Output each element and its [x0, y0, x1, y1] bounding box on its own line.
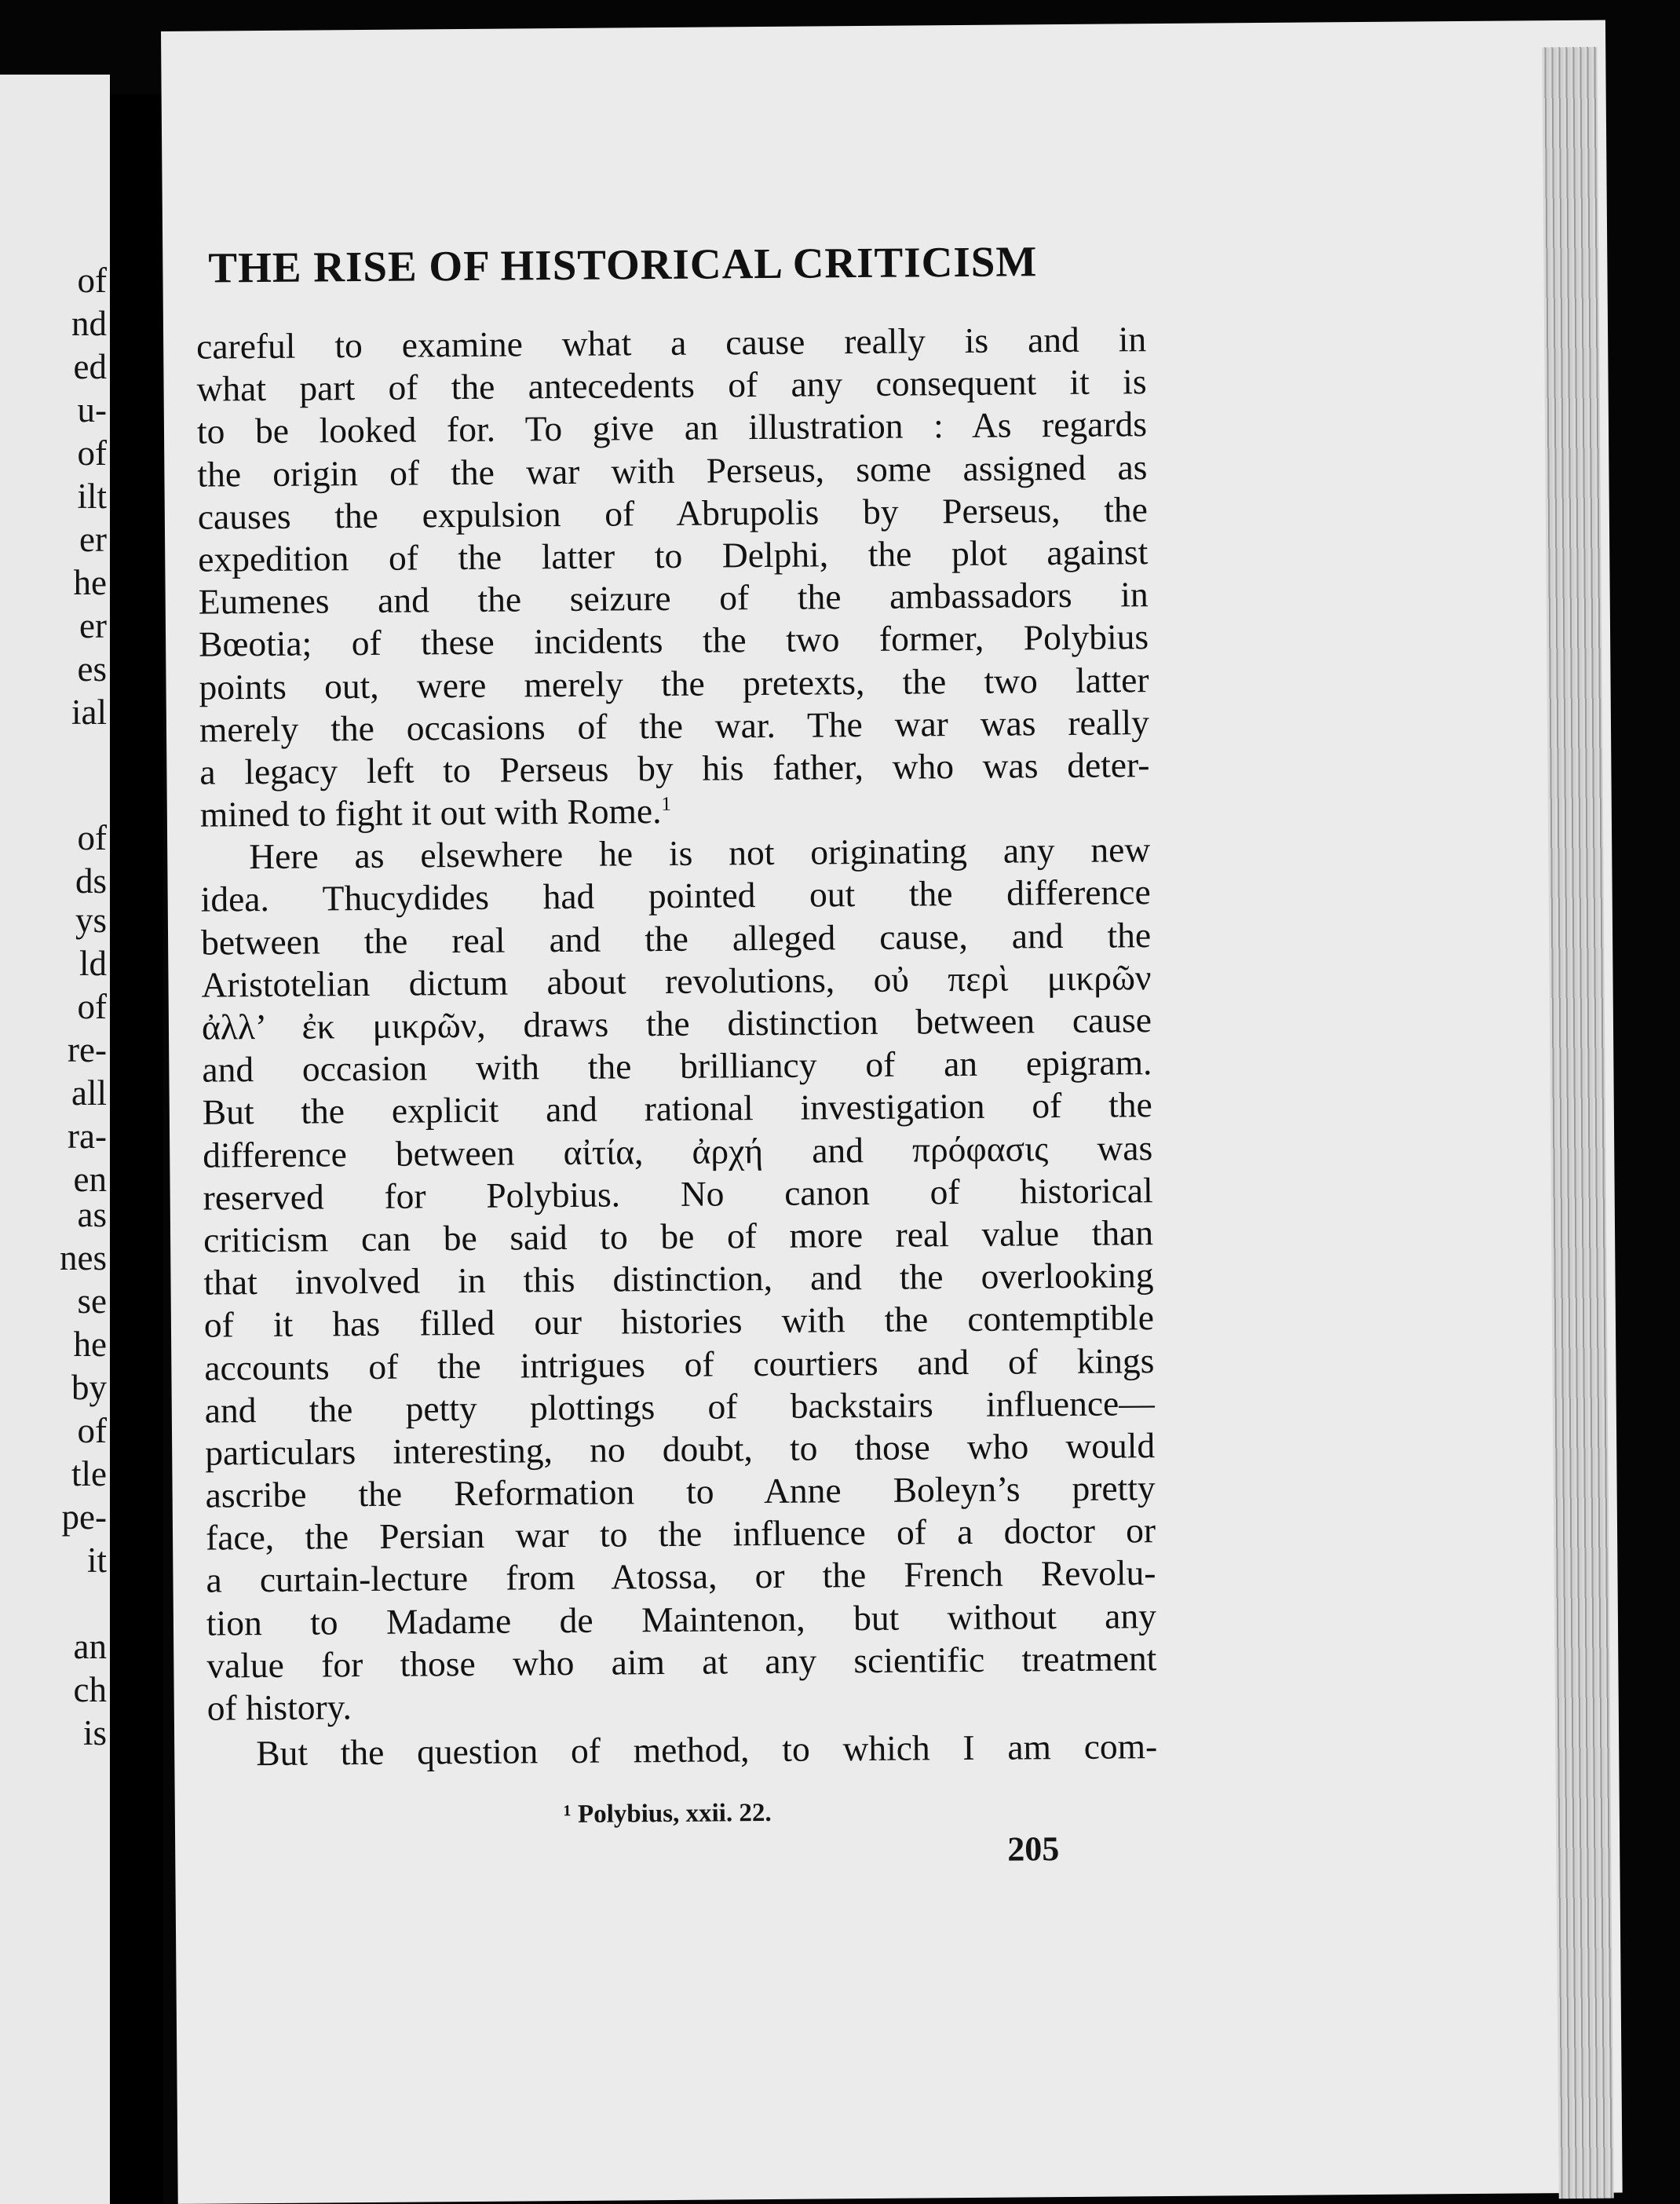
- left-edge-fragment: as: [77, 1195, 107, 1234]
- text-line: value for those who aim at any scientific treatment: [206, 1637, 1157, 1686]
- left-edge-fragment: pe-: [61, 1497, 107, 1537]
- paragraph-start-line: But the question of method, to which I am com-: [256, 1726, 1158, 1774]
- text-line: idea. Thucydides had pointed out the difference: [200, 872, 1151, 920]
- left-edge-fragment: of: [77, 987, 107, 1026]
- text-line: a curtain-lecture from Atossa, or the French Revolu-: [206, 1552, 1156, 1601]
- left-edge-fragment: ial: [71, 693, 107, 732]
- left-edge-fragment: he: [73, 1325, 107, 1364]
- left-edge-fragment: of: [77, 433, 107, 473]
- text-line: and the petty plottings of backstairs influence—: [204, 1382, 1155, 1431]
- text-line: ἀλλ’ ἐκ μικρῶν, draws the distinction between cause: [201, 1000, 1152, 1047]
- text-line: a legacy left to Perseus by his father, who was deter-: [199, 744, 1150, 792]
- left-page-fragment: [0, 75, 110, 2204]
- paragraph-start-line: Here as elsewhere he is not originating any new: [249, 829, 1151, 877]
- text-line: of history.: [206, 1687, 352, 1728]
- left-edge-fragment: en: [73, 1160, 107, 1199]
- text-line: expedition of the latter to Delphi, the plot against: [198, 532, 1149, 579]
- body-text: [196, 318, 1157, 1775]
- text-line: of it has filled our histories with the contemptible: [203, 1297, 1155, 1345]
- text-line: between the real and the alleged cause, and the: [200, 914, 1152, 963]
- text-line: ascribe the Reformation to Anne Boleyn’s pretty: [205, 1468, 1156, 1515]
- text-line: and occasion with the brilliancy of an epigram.: [202, 1042, 1152, 1090]
- text-line: merely the occasions of the war. The war was really: [199, 701, 1150, 750]
- left-edge-fragment: ld: [79, 944, 107, 983]
- text-line: points out, were merely the pretexts, the two latter: [199, 659, 1149, 707]
- text-line: that involved in this distinction, and the overlooking: [203, 1255, 1154, 1303]
- left-edge-fragment: ed: [73, 347, 107, 386]
- text-line: Bœotia; of these incidents the two former, Polybius: [198, 616, 1149, 664]
- left-edge-fragment: all: [71, 1073, 107, 1113]
- text-line-content: mined to fight it out with Rome.: [199, 791, 662, 835]
- text-line: causes the expulsion of Abrupolis by Perseus, the: [197, 488, 1149, 537]
- text-line: face, the Persian war to the influence of a doctor or: [205, 1510, 1156, 1558]
- left-edge-fragment: tle: [71, 1454, 107, 1493]
- text-line: reserved for Polybius. No canon of historical: [203, 1169, 1153, 1218]
- left-edge-fragment: of: [77, 1411, 107, 1450]
- left-edge-fragment: an: [73, 1627, 107, 1666]
- left-edge-fragment: se: [77, 1281, 107, 1321]
- footnote: ¹ Polybius, xxii. 22.: [563, 1798, 772, 1829]
- page-number: 205: [1007, 1829, 1060, 1869]
- left-edge-fragment: u-: [77, 390, 107, 429]
- left-edge-fragment: nd: [71, 304, 107, 343]
- left-edge-fragment: er: [79, 520, 107, 559]
- left-edge-fragment: of: [77, 818, 107, 857]
- left-edge-fragment: ch: [73, 1670, 107, 1709]
- text-line: the origin of the war with Perseus, some assigned as: [197, 446, 1148, 495]
- left-edge-fragment: is: [82, 1713, 107, 1753]
- left-edge-fragment: ds: [75, 861, 107, 901]
- footnote-marker: 1: [661, 793, 672, 815]
- left-edge-fragment: er: [79, 606, 107, 645]
- text-line: difference between αἰτία, ἀρχή and πρόφασις was: [203, 1127, 1153, 1175]
- left-edge-fragment: es: [77, 649, 107, 689]
- text-line: Aristotelian dictum about revolutions, οὐ περὶ μικρῶν: [201, 956, 1152, 1005]
- left-edge-fragment: ilt: [77, 477, 107, 516]
- running-head: THE RISE OF HISTORICAL CRITICISM: [208, 237, 1038, 292]
- left-edge-fragment: he: [73, 563, 107, 602]
- text-line: But the explicit and rational investigation of the: [202, 1084, 1152, 1133]
- left-edge-fragment: nes: [60, 1238, 107, 1277]
- book-gutter: [110, 94, 163, 2204]
- text-line: tion to Madame de Maintenon, but without any: [206, 1595, 1157, 1643]
- text-line: accounts of the intrigues of courtiers and of kings: [204, 1340, 1155, 1388]
- text-line: Eumenes and the seizure of the ambassadors in: [198, 574, 1149, 622]
- text-line: to be looked for. To give an illustration : As regards: [196, 404, 1148, 452]
- text-line-with-footnote-ref: [200, 786, 1150, 836]
- left-edge-fragment: ra-: [68, 1117, 107, 1156]
- left-edge-fragment: re-: [68, 1030, 107, 1069]
- right-page: [161, 20, 1623, 2204]
- left-edge-fragment: it: [86, 1541, 107, 1580]
- text-line: what part of the antecedents of any consequent it is: [196, 361, 1147, 409]
- text-line: careful to examine what a cause really is and in: [195, 319, 1147, 367]
- left-edge-fragment: of: [77, 261, 107, 300]
- left-edge-fragment: ys: [75, 901, 107, 940]
- text-line: criticism can be said to be of more real value than: [203, 1212, 1154, 1260]
- text-line: particulars interesting, no doubt, to those who would: [205, 1424, 1156, 1473]
- left-edge-fragment: by: [71, 1368, 107, 1407]
